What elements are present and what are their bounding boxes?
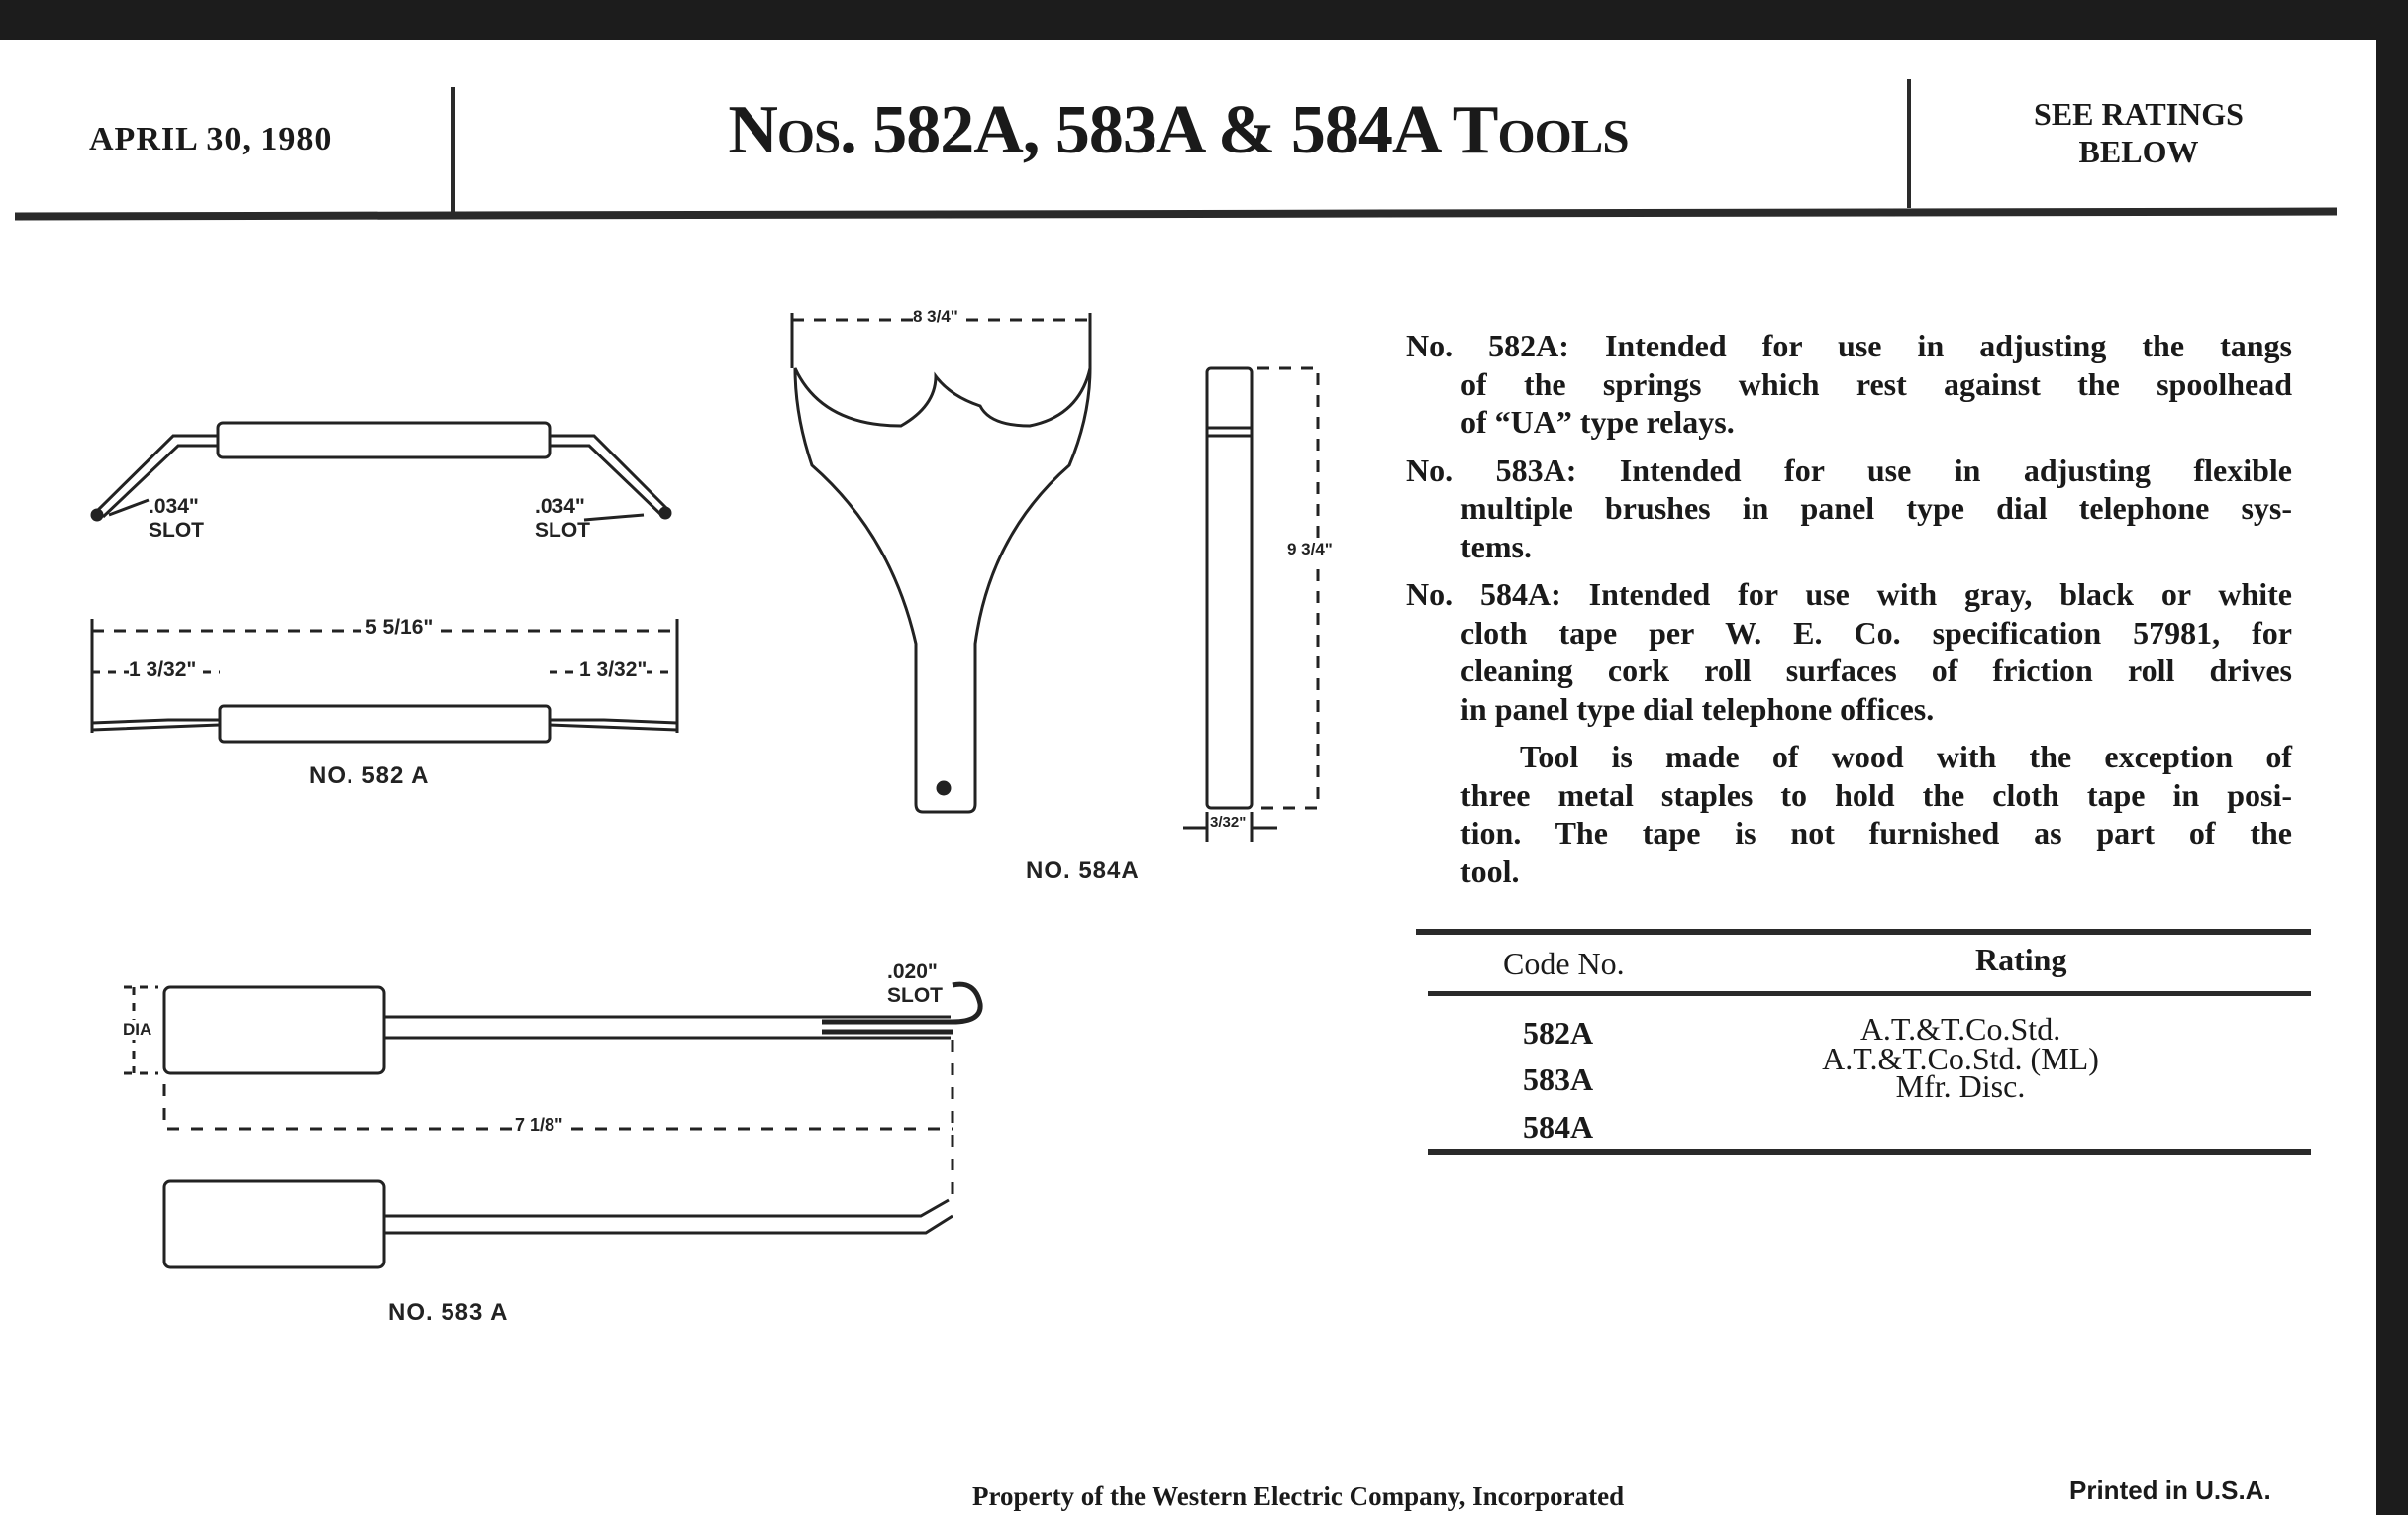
description-line: cloth tape per W. E. Co. specification 57981, for [1460, 614, 2292, 651]
584a-width-label: 8 3/4" [913, 307, 958, 326]
drawing-584a-side [1183, 368, 1318, 842]
header-rating: Rating [1975, 942, 2067, 977]
584a-hole [938, 782, 950, 794]
table-row-rating: A.T.&T.Co.Std. [1859, 1011, 2061, 1047]
584a-length-label: 9 3/4" [1287, 540, 1333, 558]
description-line: of the springs which rest against the spoolhead [1460, 365, 2292, 402]
583a-length-label: 7 1/8" [515, 1115, 563, 1135]
582a-wire-side [92, 720, 677, 730]
description-line: in panel type dial telephone offices. [1460, 690, 1935, 727]
page-title: Nos. 582A, 583A & 584A Tools [728, 92, 1629, 168]
description-line: multiple brushes in panel type dial telephone sys- [1460, 490, 2292, 526]
ratings-note-line1: SEE RATINGS [2034, 96, 2244, 132]
table-row-code: 583A [1523, 1061, 1594, 1097]
582a-slot-left-label: .034" SLOT [149, 495, 204, 542]
description-line: tool. [1460, 853, 1520, 889]
description-line: No. 584A: Intended for use with gray, black or white [1406, 576, 2292, 612]
583a-slot-label: .020" SLOT [887, 960, 943, 1007]
description-line: tems. [1460, 528, 1532, 564]
description-line: No. 583A: Intended for use in adjusting flexible [1406, 452, 2292, 488]
582a-overall-length: 5 5/16" [361, 616, 437, 640]
description-line: No. 582A: Intended for use in adjusting the tangs [1406, 328, 2292, 363]
issue-date: APRIL 30, 1980 [89, 121, 333, 157]
582a-slot-right-label: .034" SLOT [535, 495, 590, 542]
description-line: cleaning cork roll surfaces of friction roll drives [1460, 653, 2292, 688]
583a-caption: NO. 583 A [388, 1299, 509, 1326]
footer-printed: Printed in U.S.A. [2069, 1475, 2271, 1505]
table-row-code: 584A [1523, 1109, 1594, 1145]
description-line: of “UA” type relays. [1460, 404, 1735, 440]
584a-dim-length [1257, 368, 1318, 808]
drawing-583a-top [124, 984, 980, 1198]
ratings-note-line2: BELOW [2078, 134, 2199, 169]
583a-dia-label: DIA [123, 1020, 152, 1039]
table-row-rating: A.T.&T.Co.Std. (ML) [1822, 1041, 2099, 1076]
583a-bent-shaft [384, 1200, 953, 1233]
header-code-no: Code No. [1503, 946, 1625, 981]
table-row-rating: Mfr. Disc. [1895, 1068, 2026, 1104]
582a-end-length-left: 1 3/32" [129, 658, 197, 681]
584a-caption: NO. 584A [1026, 858, 1140, 884]
description-line: Tool is made of wood with the exception of [1520, 739, 2292, 774]
drawing-584a-front [792, 313, 1090, 812]
583a-handle-lower [164, 1181, 384, 1267]
584a-outline [795, 368, 1090, 812]
584a-thickness-label: 3/32" [1210, 814, 1247, 831]
description-line: three metal staples to hold the cloth tape in posi- [1460, 776, 2292, 813]
582a-end-length-right: 1 3/32" [579, 658, 648, 681]
description-line: tion. The tape is not furnished as part of the [1460, 815, 2292, 851]
582a-caption: NO. 582 A [309, 762, 430, 789]
table-row-code: 582A [1523, 1015, 1594, 1051]
582a-handle-side [220, 706, 550, 742]
583a-handle [164, 987, 384, 1073]
footer-property: Property of the Western Electric Company, Incorporated [972, 1481, 1625, 1511]
582a-handle [218, 423, 550, 457]
drawing-583a-bottom [164, 1181, 953, 1267]
